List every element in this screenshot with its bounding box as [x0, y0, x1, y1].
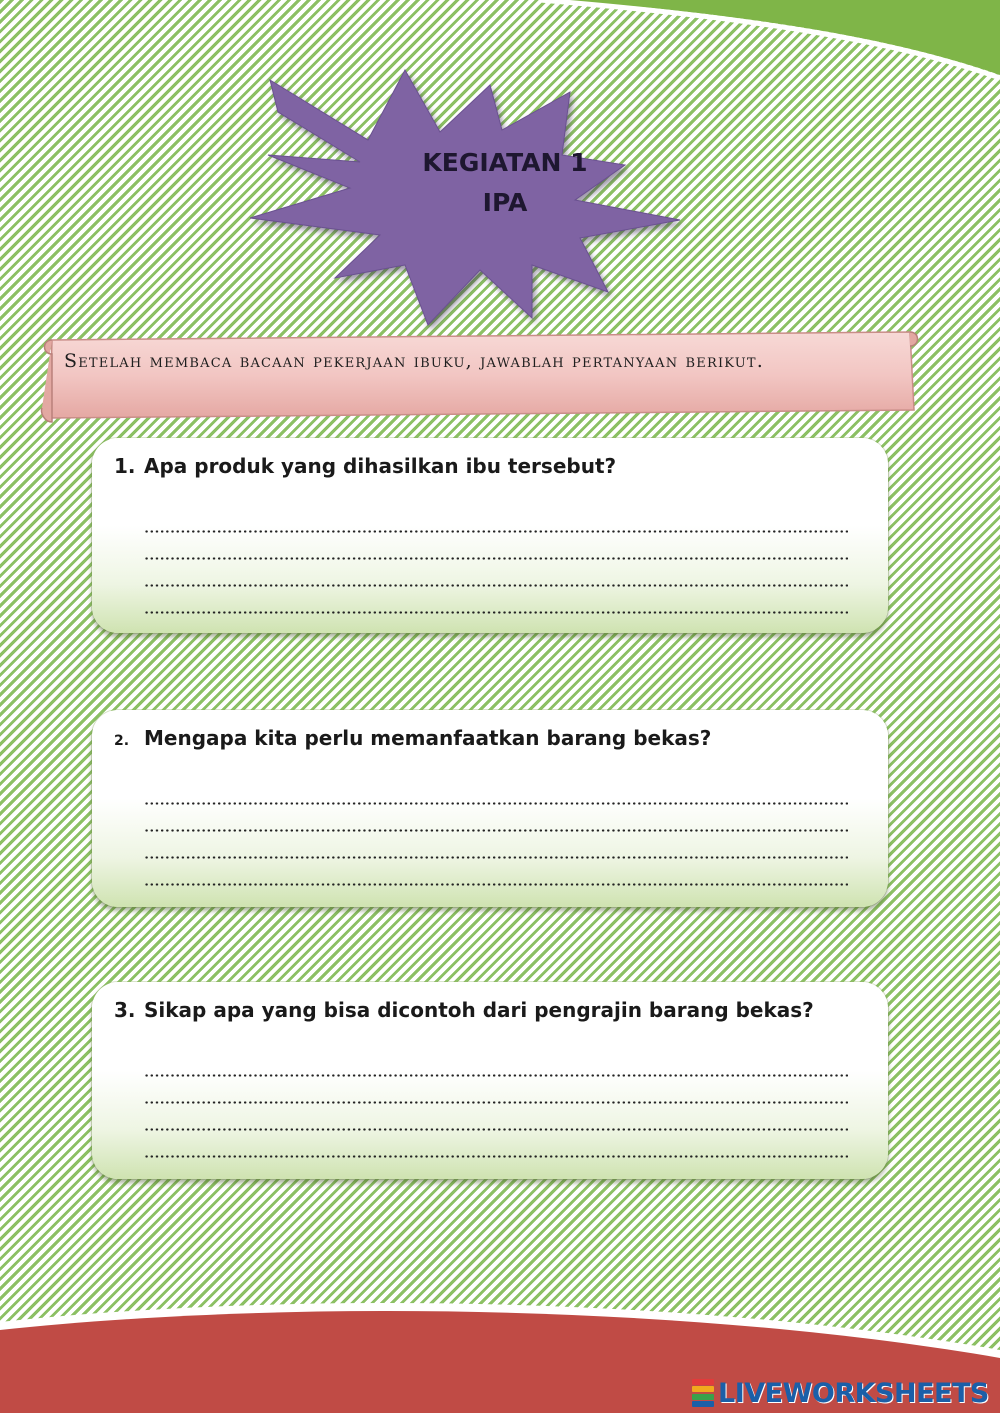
question-3-text: Sikap apa yang bisa dicontoh dari pengrajin barang bekas? [144, 998, 814, 1022]
answer-line[interactable] [144, 1133, 848, 1160]
question-1-text-row [114, 454, 868, 478]
question-card-3 [92, 982, 888, 1179]
liveworksheets-logo[interactable] [692, 1376, 989, 1410]
answer-line[interactable] [144, 508, 848, 535]
instruction-text: Setelah membaca bacaan pekerjaan ibuku, jawablah pertanyaan berikut. [64, 350, 765, 372]
activity-title-line2: IPA [482, 188, 528, 217]
activity-title [340, 143, 670, 223]
liveworksheets-icon [692, 1379, 714, 1407]
question-1-number: 1. [114, 454, 136, 478]
answer-line[interactable] [144, 1079, 848, 1106]
question-2-answer-area[interactable] [144, 780, 848, 888]
question-2-number: 2. [114, 733, 130, 749]
brand-name: LIVEWORKSHEETS [718, 1377, 989, 1409]
instruction-scroll [38, 326, 924, 428]
answer-line[interactable] [144, 861, 848, 888]
answer-line[interactable] [144, 589, 848, 616]
question-3-answer-area[interactable] [144, 1052, 848, 1160]
answer-line[interactable] [144, 562, 848, 589]
answer-line[interactable] [144, 834, 848, 861]
question-card-2 [92, 710, 888, 907]
question-3-number: 3. [114, 998, 136, 1022]
question-2-text-row [114, 726, 868, 750]
activity-title-line1: KEGIATAN 1 [422, 148, 588, 177]
answer-line[interactable] [144, 535, 848, 562]
question-1-text: Apa produk yang dihasilkan ibu tersebut? [144, 454, 617, 478]
question-card-1 [92, 438, 888, 633]
answer-line[interactable] [144, 807, 848, 834]
question-2-text: Mengapa kita perlu memanfaatkan barang bekas? [144, 726, 712, 750]
answer-line[interactable] [144, 1052, 848, 1079]
answer-line[interactable] [144, 1106, 848, 1133]
question-1-answer-area[interactable] [144, 508, 848, 616]
answer-line[interactable] [144, 780, 848, 807]
question-3-text-row [114, 998, 868, 1022]
